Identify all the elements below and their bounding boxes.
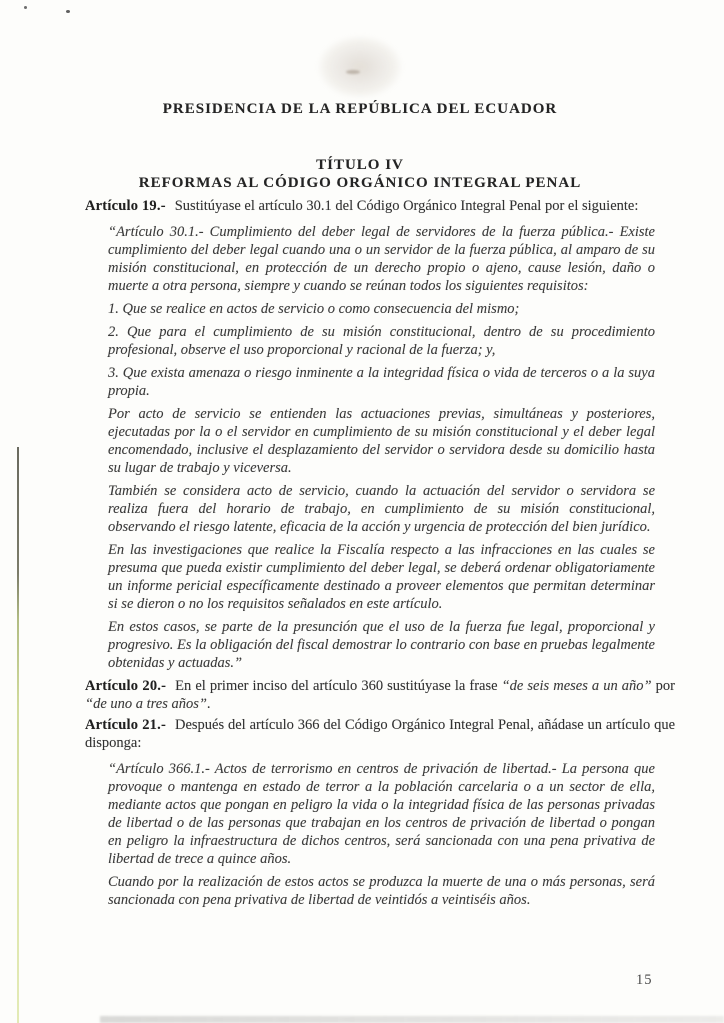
bottom-scan-shadow xyxy=(100,1016,724,1023)
document-title xyxy=(65,156,655,192)
article-20-quoted-phrase-1: “de seis meses a un año” xyxy=(501,678,652,694)
quote-numbered-item: 2. Que para el cumplimiento de su misión constitucional, dentro de su procedimiento profesional, observe el uso proporcional y racional de la fuerza; y, xyxy=(108,324,655,358)
quote-paragraph: Por acto de servicio se entienden las actuaciones previas, simultáneas y posteriores, ejecutadas por la o el servidor en cumplimiento de su misión constitucional y el deber legal encomendado, inclusive el desplazamiento del servidor o servidora desde su domicilio hasta su lugar de trabajo y viceversa. xyxy=(108,406,655,476)
article-20-text: . xyxy=(206,696,211,712)
article-19-paragraph xyxy=(85,197,675,215)
article-19-intro: Sustitúyase el artículo 30.1 del Código Orgánico Integral Penal por el siguiente: xyxy=(174,198,639,214)
quote-paragraph: También se considera acto de servicio, cuando la actuación del servidor o servidora se realiza fuera del horario de trabajo, en cumplimiento de su misión constitucional, observando el riesgo latente, eficacia de la acción y urgencia de protección del bien jurídico. xyxy=(108,483,655,535)
article-20-quoted-phrase-2: “de uno a tres años” xyxy=(85,696,207,712)
title-line-2: REFORMAS AL CÓDIGO ORGÁNICO INTEGRAL PENAL xyxy=(138,175,582,191)
quote-paragraph: “Artículo 366.1.- Actos de terrorismo en centros de privación de libertad.- La persona que provoque o mantenga en estado de terror a la población carcelaria o a un sector de ella, mediante actos que pongan en peligro la vida o la integridad física de las personas privadas de libertad o de las personas que trabajan en los centros de privación de libertad o pongan en peligro la infraestructura de dichos centros, será sancionada con una pena privativa de libertad de trece a quince años. xyxy=(108,761,655,867)
article-19-quoted-block xyxy=(108,223,655,672)
article-21-paragraph xyxy=(85,716,675,752)
page-number: 15 xyxy=(636,972,653,988)
article-20-text: por xyxy=(651,678,675,694)
article-20-paragraph xyxy=(85,677,675,713)
quote-paragraph: En las investigaciones que realice la Fiscalía respecto a las infracciones en las cuales se presuma que pueda existir cumplimiento del deber legal, se deberá ordenar obligatoriamente un informe pericial específicamente destinado a proveer elementos que permitan determinar si se dieron o no los requisitos señalados en este artículo. xyxy=(108,542,655,612)
quote-numbered-item: 1. Que se realice en actos de servicio o como consecuencia del mismo; xyxy=(108,301,520,317)
article-19-label: Artículo 19.- xyxy=(85,198,166,214)
article-21-quoted-block xyxy=(108,760,655,909)
quote-numbered-item: 3. Que exista amenaza o riesgo inminente a la integridad física o vida de terceros o a la suya propia. xyxy=(108,365,655,399)
article-20-label: Artículo 20.- xyxy=(85,678,167,694)
quote-paragraph: En estos casos, se parte de la presunción que el uso de la fuerza fue legal, proporcional y progresivo. Es la obligación del fiscal demostrar lo contrario con base en pruebas legalmente obtenidas y actuadas.” xyxy=(108,619,655,671)
quote-paragraph: Cuando por la realización de estos actos se produzca la muerte de una o más personas, será sancionada con pena privativa de libertad de veintidós a veintiséis años. xyxy=(108,874,655,908)
title-line-1: TÍTULO IV xyxy=(316,157,404,173)
quote-paragraph: “Artículo 30.1.- Cumplimiento del deber legal de servidores de la fuerza pública.- Existe cumplimiento del deber legal cuando una o un servidor de la fuerza pública, al amparo de su misión constitucional, en protección de un derecho propio o ajeno, cause lesión, daño o muerte a otra persona, siempre y cuando se reúnan todos los siguientes requisitos: xyxy=(108,224,655,294)
article-21-label: Artículo 21.- xyxy=(85,717,166,733)
letterhead-title: PRESIDENCIA DE LA REPÚBLICA DEL ECUADOR xyxy=(162,101,558,117)
article-21-intro: Después del artículo 366 del Código Orgánico Integral Penal, añádase un artículo que disponga: xyxy=(85,717,675,751)
article-20-text: En el primer inciso del artículo 360 sustitúyase la frase xyxy=(175,678,502,694)
